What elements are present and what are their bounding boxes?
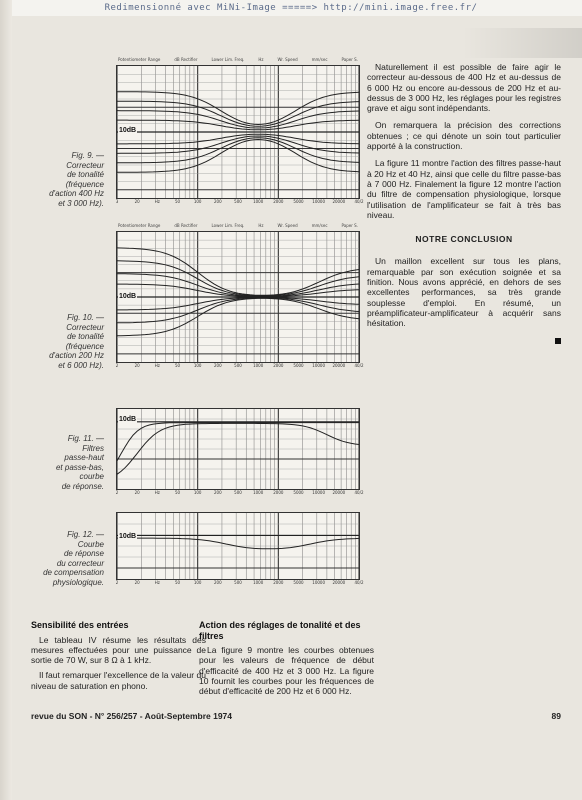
frequency-tick-labels <box>115 363 364 371</box>
tick-label: 5000 <box>293 363 304 368</box>
tick-label: 5000 <box>293 490 304 495</box>
tick-label: 200 <box>214 490 222 495</box>
tick-label: 200 <box>214 199 222 204</box>
tick-label: 1000 <box>253 363 264 368</box>
tick-label: 2 <box>115 490 119 495</box>
journal-reference: revue du SON - N° 256/257 - Août-Septembre 1974 <box>31 711 233 721</box>
tick-label: 40/2 <box>354 363 364 368</box>
page-footer <box>31 711 561 721</box>
tick-label: 20000 <box>332 363 346 368</box>
tick-label: 5000 <box>293 199 304 204</box>
tick-label: 40/2 <box>354 490 364 495</box>
fig12-caption: Fig. 12. — Courbe de réponse du correcteur de compensation physiologique. <box>43 530 104 587</box>
reference-level-label: 10dB <box>119 293 137 300</box>
paragraph: La figure 9 montre les courbes obtenues pour les valeurs de fréquence de début d'efficacité de 400 Hz et 3 000 Hz. La figure 10 fournit les courbes pour les fréquences de début d'efficacité de 200 Hz et 6 000 Hz. <box>199 645 374 697</box>
fig11-filter-chart <box>115 408 364 495</box>
fig9-tone-chart <box>115 57 364 204</box>
tick-label: 500 <box>234 580 242 585</box>
tick-label: 40/2 <box>354 199 364 204</box>
tick-label: 20 <box>134 363 140 368</box>
fig10-caption: Fig. 10. — Correcteur de tonalité (fréquence d'action 200 Hz et 6 000 Hz). <box>49 313 104 370</box>
tick-label: 40/2 <box>354 580 364 585</box>
right-column-text <box>367 62 561 344</box>
inputs-sensitivity-section <box>31 620 206 696</box>
tick-label: 100 <box>193 580 202 585</box>
tick-label: 100 <box>193 363 202 368</box>
tick-label: 10000 <box>312 199 326 204</box>
tick-label: 20000 <box>332 580 346 585</box>
tick-label: 20 <box>134 580 140 585</box>
tick-label: 3 <box>115 199 119 204</box>
reference-level-label: 10dB <box>119 533 137 540</box>
tick-label: 2000 <box>273 363 284 368</box>
tick-label: 2000 <box>273 490 284 495</box>
bleed-through-shadow <box>462 28 582 58</box>
tick-label: Hz <box>154 580 160 585</box>
frequency-tick-labels <box>115 490 364 498</box>
tick-label: 20000 <box>332 199 346 204</box>
frequency-tick-labels <box>115 199 364 207</box>
frequency-tick-labels <box>115 580 364 588</box>
reference-level-label: 10dB <box>119 416 137 423</box>
tick-label: 2000 <box>273 580 284 585</box>
tick-label: 20 <box>134 490 140 495</box>
chart-plot <box>117 409 359 489</box>
tick-label: Hz <box>154 363 160 368</box>
tick-label: 20000 <box>332 490 346 495</box>
section-heading: Action des réglages de tonalité et des filtres <box>199 620 361 641</box>
paragraph: On remarquera la précision des corrections obtenues ; ce qui dénote un soin tout particulier apporté à la construction. <box>367 120 561 152</box>
reference-level-label: 10dB <box>119 127 137 134</box>
tick-label: 50 <box>174 490 181 495</box>
tick-label: 500 <box>234 199 242 204</box>
tone-controls-section <box>199 620 374 701</box>
tick-label: 2000 <box>273 199 284 204</box>
paragraph: La figure 11 montre l'action des filtres passe-haut à 20 Hz et 40 Hz, ainsi que celle du filtre passe-bas à 7 000 Hz. Finalement la figure 12 montre l'action du filtre de compensation physiologique, lorsque l'utilisation de l'amplificateur se fait à très bas niveau. <box>367 158 561 220</box>
tick-label: 20 <box>134 199 140 204</box>
tick-label: 10000 <box>312 490 326 495</box>
tick-label: 1000 <box>253 490 264 495</box>
chart-header-strip: Potentiometer Range dB Rectifier Lower Lim. Freq. Hz Wr. Speed mm/sec Paper S. <box>118 57 358 62</box>
tick-label: 1000 <box>253 199 264 204</box>
tick-label: 1000 <box>253 580 264 585</box>
tick-label: 50 <box>174 199 181 204</box>
tick-label: Hz <box>154 490 160 495</box>
fig9-caption: Fig. 9. — Correcteur de tonalité (fréquence d'action 400 Hz et 3 000 Hz). <box>49 151 104 208</box>
tick-label: 50 <box>174 363 181 368</box>
fig11-caption: Fig. 11. — Filtres passe-haut et passe-bas, courbe de réponse. <box>55 434 104 491</box>
tick-label: 10000 <box>312 363 326 368</box>
fig10-tone-chart <box>115 223 364 368</box>
fig12-loudness-chart <box>115 512 364 585</box>
chart-header-strip: Potentiometer Range dB Rectifier Lower Lim. Freq. Hz Wr. Speed mm/sec Paper S. <box>118 223 358 228</box>
paragraph: Un maillon excellent sur tous les plans, remarquable par son exécution soignée et sa finition. Nous avons apprécié, en dehors de ses excellentes performances, sa très grande souplesse d'emploi. En résumé, un préamplificateur-amplificateur à acquérir sans hésitation. <box>367 256 561 329</box>
conclusion-heading: NOTRE CONCLUSION <box>415 234 513 245</box>
tick-label: 500 <box>234 490 242 495</box>
tick-label: 5000 <box>293 580 304 585</box>
chart-plot <box>117 513 359 579</box>
tick-label: 2 <box>115 580 119 585</box>
chart-plot <box>117 232 359 362</box>
tick-label: 200 <box>214 363 222 368</box>
tick-label: 50 <box>174 580 181 585</box>
paragraph: Naturellement il est possible de faire agir le correcteur au-dessous de 400 Hz et au-dessus de 6 000 Hz ou encore au-dessous de 200 Hz et au-dessus de 3 000 Hz, les réglages pour les registres grave et aigu sont indépendants. <box>367 62 561 114</box>
tick-label: 100 <box>193 199 202 204</box>
chart-plot <box>117 66 359 198</box>
tick-label: 100 <box>193 490 202 495</box>
end-of-article-mark <box>555 338 561 344</box>
tick-label: 500 <box>234 363 242 368</box>
tick-label: 2 <box>115 363 119 368</box>
paragraph: Le tableau IV résume les résultats des mesures effectuées pour une puissance de sortie de 70 W, sur 8 Ω à 1 kHz. <box>31 634 206 666</box>
section-heading: Sensibilité des entrées <box>31 620 129 630</box>
tick-label: 10000 <box>312 580 326 585</box>
tick-label: 200 <box>214 580 222 585</box>
tick-label: Hz <box>154 199 160 204</box>
page-binding-shadow <box>0 0 12 800</box>
paragraph: Il faut remarquer l'excellence de la valeur du niveau de saturation en phono. <box>31 670 206 691</box>
page-number: 89 <box>551 711 561 721</box>
resize-banner: Redimensionné avec MiNi-Image =====> http://mini.image.free.fr/ <box>0 0 582 16</box>
